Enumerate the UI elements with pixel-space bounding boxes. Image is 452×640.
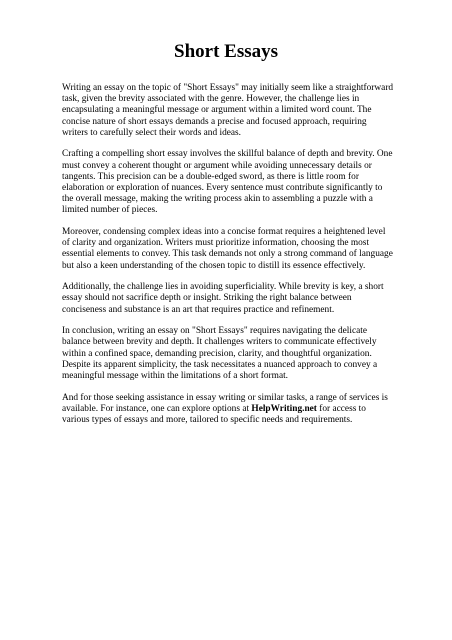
- final-paragraph-before-link: And for those seeking assistance in essay writing or similar tasks, a range of services is available. For instance, one can explore options at: [62, 392, 388, 414]
- helpwriting-link[interactable]: HelpWriting.net: [251, 403, 317, 414]
- document-body: [62, 83, 394, 437]
- paragraph: Writing an essay on the topic of "Short Essays" may initially seem like a straightforward task, given the brevity associated with the genre. However, the challenge lies in encapsulating a meaningful message or argument within a limited word count. The concise nature of short essays demands a precise and focused approach, requiring writers to carefully select their words and ideas.: [62, 83, 394, 138]
- final-paragraph-after-link: for access to various types of essays and more, tailored to specific needs and requirements.: [62, 403, 366, 426]
- paragraph: Additionally, the challenge lies in avoiding superficiality. While brevity is key, a short essay should not sacrifice depth or insight. Striking the right balance between conciseness and substance is an art that requires practice and refinement.: [62, 282, 384, 315]
- paragraph: Moreover, condensing complex ideas into a concise format requires a heightened level of clarity and organization. Writers must prioritize information, choosing the most essential elements to convey. This task demands not only a strong command of language but also a keen understanding of the chosen topic to distill its essence effectively.: [62, 227, 393, 271]
- document-title: Short Essays: [174, 41, 278, 62]
- paragraph: Crafting a compelling short essay involves the skillful balance of depth and brevity. One must convey a coherent thought or argument while avoiding unnecessary details or tangents. This precision can be a double-edged sword, as there is little room for elaboration or exploration of nuances. Every sentence must contribute significantly to the overall message, making the writing process akin to assembling a puzzle with a limited number of pieces.: [62, 149, 393, 216]
- final-paragraph: [62, 393, 394, 427]
- paragraph: In conclusion, writing an essay on "Short Essays" requires navigating the delicate balance between brevity and depth. It challenges writers to communicate effectively within a confined space, demanding precision, clarity, and thoughtful organization. Despite its apparent simplicity, the task necessitates a nuanced approach to convey a meaningful message within the limitations of a short format.: [62, 326, 378, 382]
